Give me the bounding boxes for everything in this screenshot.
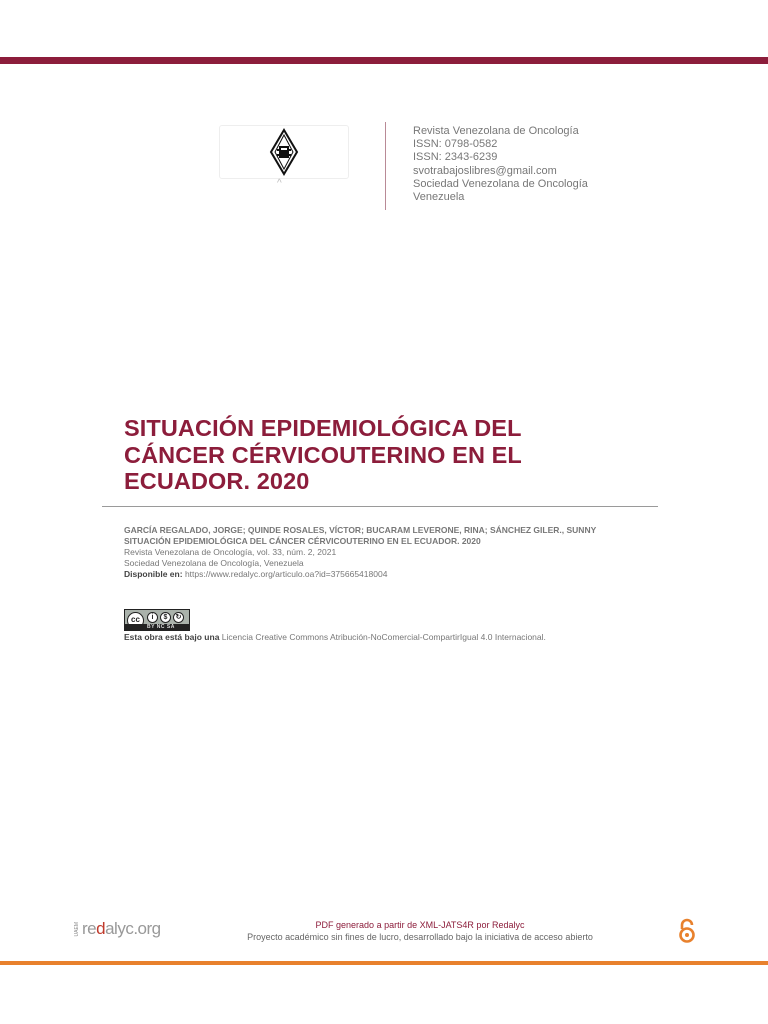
footer-project: Proyecto académico sin fines de lucro, desarrollado bajo la iniciativa de acceso abierto [247, 932, 593, 942]
article-title-line: ECUADOR. 2020 [124, 468, 310, 494]
creative-commons-badge[interactable] [124, 609, 190, 631]
top-accent-bar [0, 57, 768, 64]
brand-part: re [82, 919, 97, 938]
journal-email[interactable]: svotrabajoslibres@gmail.com [413, 164, 557, 177]
badge-strip-text: BY NC SA [147, 624, 175, 630]
available-label: Disponible en: [124, 569, 183, 579]
journal-logo [219, 125, 349, 179]
citation-title: SITUACIÓN EPIDEMIOLÓGICA DEL CÁNCER CÉRVICOUTERINO EN EL ECUADOR. 2020 [124, 536, 481, 546]
journal-name: Revista Venezolana de Oncología [413, 125, 579, 137]
noncommercial-icon: $ [160, 612, 171, 623]
journal-publisher: Sociedad Venezolana de Oncología [413, 177, 588, 190]
footer-generated: PDF generado a partir de XML-JATS4R por Redalyc [315, 920, 525, 930]
license-statement [124, 632, 546, 643]
citation-block [124, 525, 644, 580]
license-link[interactable]: Licencia Creative Commons Atribución-NoComercial-CompartirIgual 4.0 Internacional. [221, 632, 546, 642]
journal-issn-print: ISSN: 0798-0582 [413, 138, 498, 151]
uaem-label: UAEM [74, 922, 80, 937]
logo-caret-icon: ^ [277, 178, 282, 189]
redalyc-logo[interactable] [74, 918, 166, 942]
citation-publisher: Sociedad Venezolana de Oncología, Venezuela [124, 558, 304, 568]
creative-commons-icon: cc [127, 612, 144, 629]
sharealike-icon: ↻ [173, 612, 184, 623]
license-prefix: Esta obra está bajo una [124, 632, 220, 642]
citation-availability [124, 569, 644, 580]
article-title-line: SITUACIÓN EPIDEMIOLÓGICA DEL [124, 415, 522, 441]
bottom-accent-bar [0, 961, 768, 965]
journal-info [413, 125, 588, 204]
citation-authors: GARCÍA REGALADO, JORGE; QUINDE ROSALES, VÍCTOR; BUCARAM LEVERONE, RINA; SÁNCHEZ GILER., SUNNY [124, 525, 597, 535]
journal-issn-online: ISSN: 2343-6239 [413, 151, 498, 164]
brand-accent: d [96, 919, 106, 938]
brand-part: alyc.org [105, 919, 161, 938]
citation-url-link[interactable]: https://www.redalyc.org/articulo.oa?id=375665418004 [184, 569, 388, 579]
journal-logo-icon [269, 128, 299, 176]
article-title-line: CÁNCER CÉRVICOUTERINO EN EL [124, 441, 522, 468]
journal-country: Venezuela [413, 191, 465, 204]
title-divider [102, 506, 658, 507]
header-divider [385, 122, 386, 210]
attribution-icon: i [147, 612, 158, 623]
redalyc-brand [82, 919, 161, 939]
citation-source: Revista Venezolana de Oncología, vol. 33, núm. 2, 2021 [124, 547, 337, 557]
footer-text [200, 919, 640, 943]
article-title [124, 415, 644, 495]
open-access-icon[interactable] [678, 918, 696, 944]
